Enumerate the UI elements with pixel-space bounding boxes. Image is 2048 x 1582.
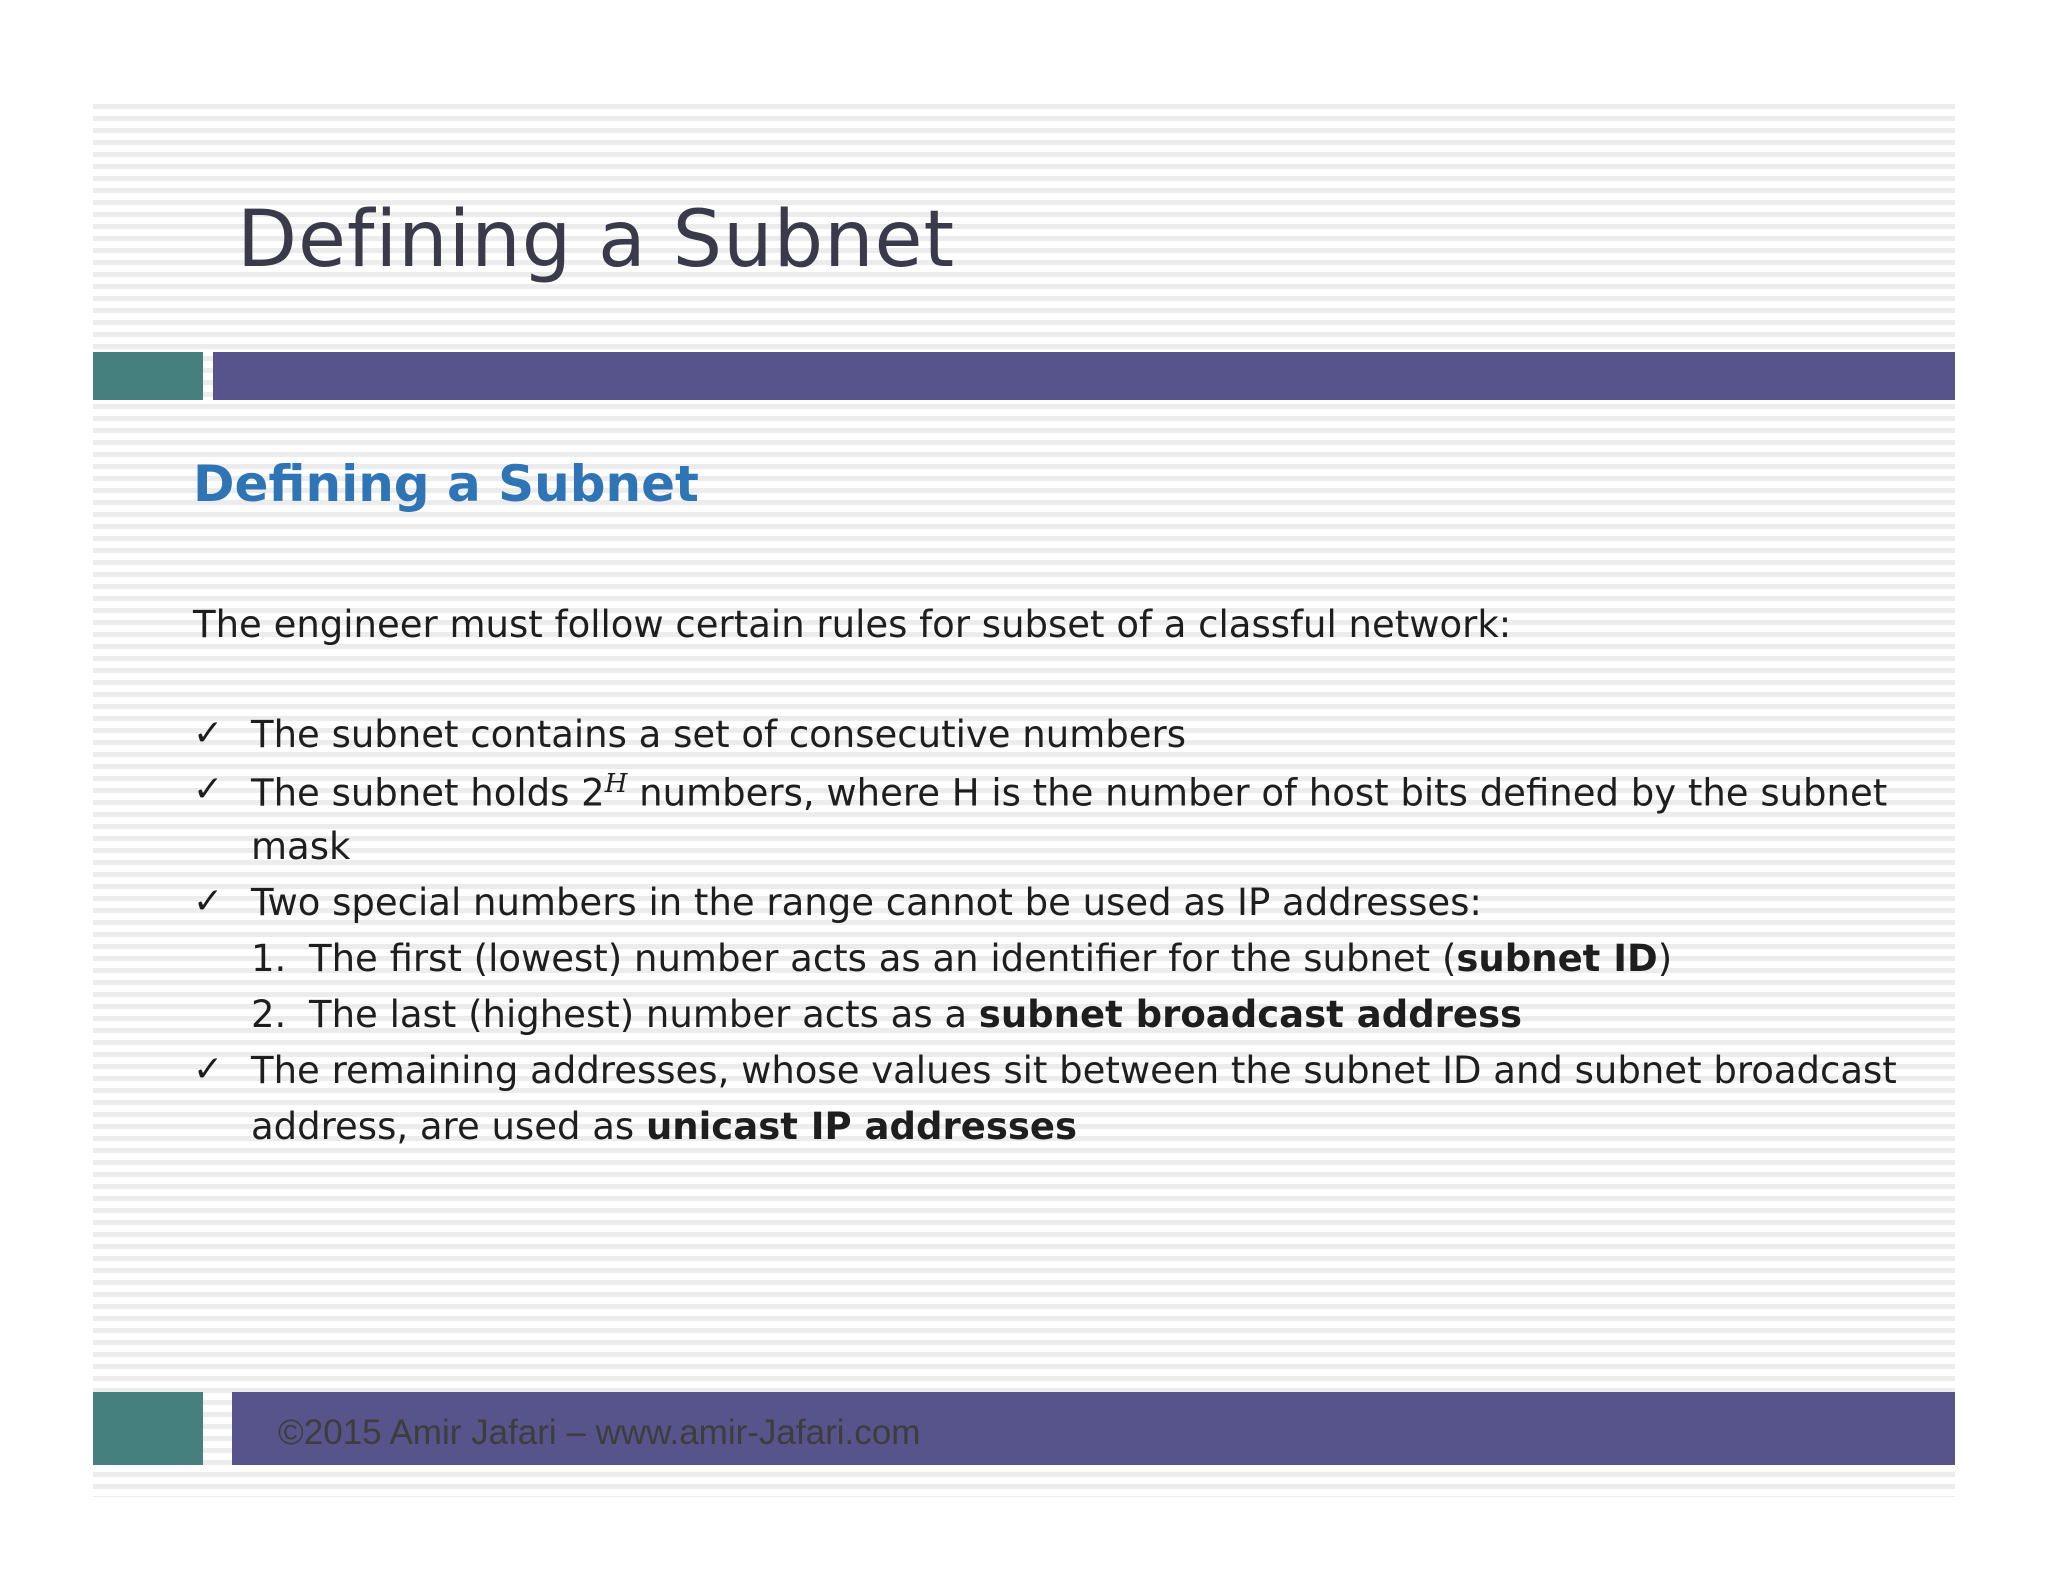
checkmark-icon: ✓ — [193, 1049, 224, 1090]
item-end: ) — [1657, 937, 1673, 980]
title-purple-bar — [213, 352, 1955, 400]
item-number: 1. — [251, 937, 287, 980]
item-number: 2. — [251, 993, 287, 1036]
bullet-special-numbers: Two special numbers in the range cannot be used as IP addresses: — [251, 881, 1482, 924]
bullet-host-bits-end: numbers, where H is the number of host bits defined by the subnet — [627, 771, 1888, 815]
numbered-item-subnet-id — [251, 937, 1672, 980]
checkmark-icon: ✓ — [193, 881, 224, 922]
intro-text: The engineer must follow certain rules for subset of a classful network: — [193, 603, 1512, 646]
section-heading: Defining a Subnet — [193, 455, 699, 513]
item-bold: subnet ID — [1456, 937, 1658, 980]
bullet-remaining-text: address, are used as — [251, 1105, 646, 1148]
footer-copyright: ©2015 Amir Jafari – www.amir-Jafari.com — [278, 1413, 921, 1452]
bullet-remaining-addresses: The remaining addresses, whose values sit between the subnet ID and subnet broadcast — [251, 1049, 1897, 1092]
bullet-host-bits-start: The subnet holds 2 — [251, 771, 605, 815]
bullet-consecutive: The subnet contains a set of consecutive numbers — [251, 713, 1186, 756]
numbered-item-broadcast — [251, 993, 1522, 1036]
title-teal-block — [93, 352, 203, 400]
bullet-host-bits — [251, 769, 1888, 815]
exponent-h: H — [604, 769, 628, 799]
bullet-remaining-bold: unicast IP addresses — [645, 1105, 1078, 1148]
item-bold: subnet broadcast address — [978, 993, 1523, 1036]
bullet-host-bits-continued: mask — [251, 825, 351, 868]
footer-teal-block — [93, 1392, 203, 1465]
slide-title: Defining a Subnet — [237, 195, 956, 285]
bullet-remaining-addresses-continued — [251, 1105, 1077, 1148]
item-text: The last (highest) number acts as a — [309, 993, 979, 1036]
checkmark-icon: ✓ — [193, 713, 224, 754]
item-text: The first (lowest) number acts as an identifier for the subnet ( — [309, 937, 1457, 980]
checkmark-icon: ✓ — [193, 769, 224, 810]
